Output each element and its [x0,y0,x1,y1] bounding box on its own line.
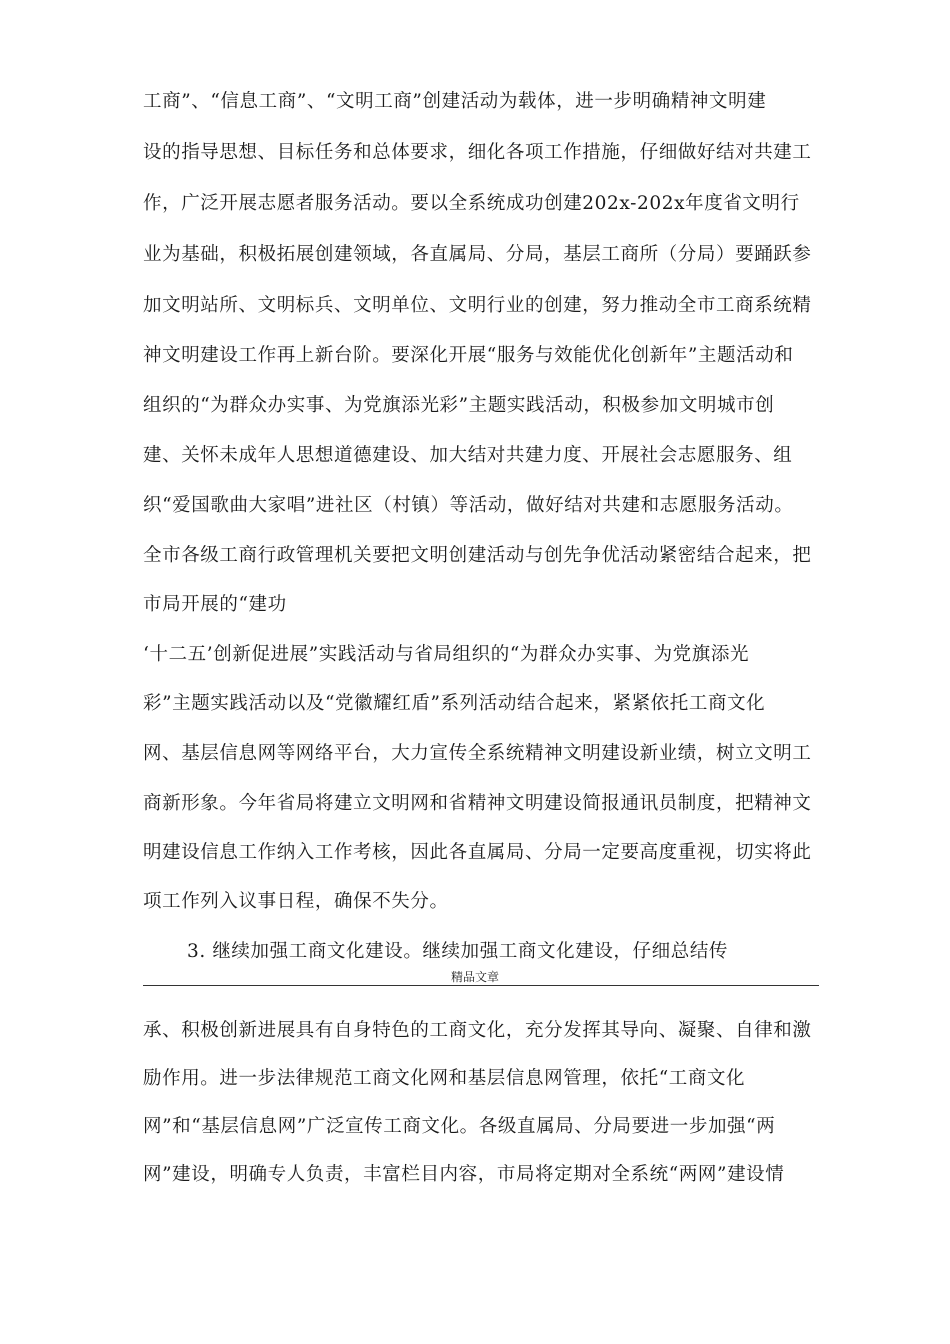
body-text-line: 组织的“为群众办实事、为党旗添光彩”主题实践活动，积极参加文明城市创 [143,395,775,416]
body-text-line: 彩”主题实践活动以及“党徽耀红盾”系列活动结合起来，紧紧依托工商文化 [143,693,766,714]
page-footer-label: 精品文章 [450,970,499,984]
body-text-line: 全市各级工商行政管理机关要把文明创建活动与创先争优活动紧密结合起来，把 [143,545,812,566]
body-text-line: 加文明站所、文明标兵、文明单位、文明行业的创建，努力推动全市工商系统精 [143,295,812,316]
body-text-line: 项工作列入议事日程，确保不失分。 [143,891,449,912]
footer-divider [143,985,819,986]
body-text-line: 建、关怀未成年人思想道德建设、加大结对共建力度、开展社会志愿服务、组 [143,445,793,466]
body-text-line: ‘十二五’创新促进展”实践活动与省局组织的“为群众办实事、为党旗添光 [143,644,750,665]
body-text-line: 作，广泛开展志愿者服务活动。要以全系统成功创建202x-202x年度省文明行 [143,193,800,214]
body-text-line: 网、基层信息网等网络平台，大力宣传全系统精神文明建设新业绩，树立文明工 [143,743,812,764]
body-text-line: 商新形象。今年省局将建立文明网和省精神文明建设简报通讯员制度，把精神文 [143,793,812,814]
body-text-line: 网”和“基层信息网”广泛宣传工商文化。各级直属局、分局要进一步加强“两 [143,1116,776,1137]
section-heading-line: 3. 继续加强工商文化建设。继续加强工商文化建设，仔细总结传 [187,941,729,962]
body-text-line: 设的指导思想、目标任务和总体要求，细化各项工作措施，仔细做好结对共建工 [143,142,812,163]
body-text-line: 神文明建设工作再上新台阶。要深化开展“服务与效能优化创新年”主题活动和 [143,345,794,366]
body-text-line: 织“爱国歌曲大家唱”进社区（村镇）等活动，做好结对共建和志愿服务活动。 [143,495,794,516]
body-text-line: 业为基础，积极拓展创建领域，各直属局、分局，基层工商所（分局）要踊跃参 [143,244,812,265]
body-text-line: 网”建设，明确专人负责，丰富栏目内容，市局将定期对全系统“两网”建设情 [143,1164,785,1185]
body-text-line: 工商”、“信息工商”、“文明工商”创建活动为载体，进一步明确精神文明建 [143,91,767,112]
body-text-line: 励作用。进一步法律规范工商文化网和基层信息网管理，依托“工商文化 [143,1068,746,1089]
body-text-line: 市局开展的“建功 [143,594,287,615]
body-text-line: 承、积极创新进展具有自身特色的工商文化，充分发挥其导向、凝聚、自律和激 [143,1020,812,1041]
body-text-line: 明建设信息工作纳入工作考核，因此各直属局、分局一定要高度重视，切实将此 [143,842,812,863]
